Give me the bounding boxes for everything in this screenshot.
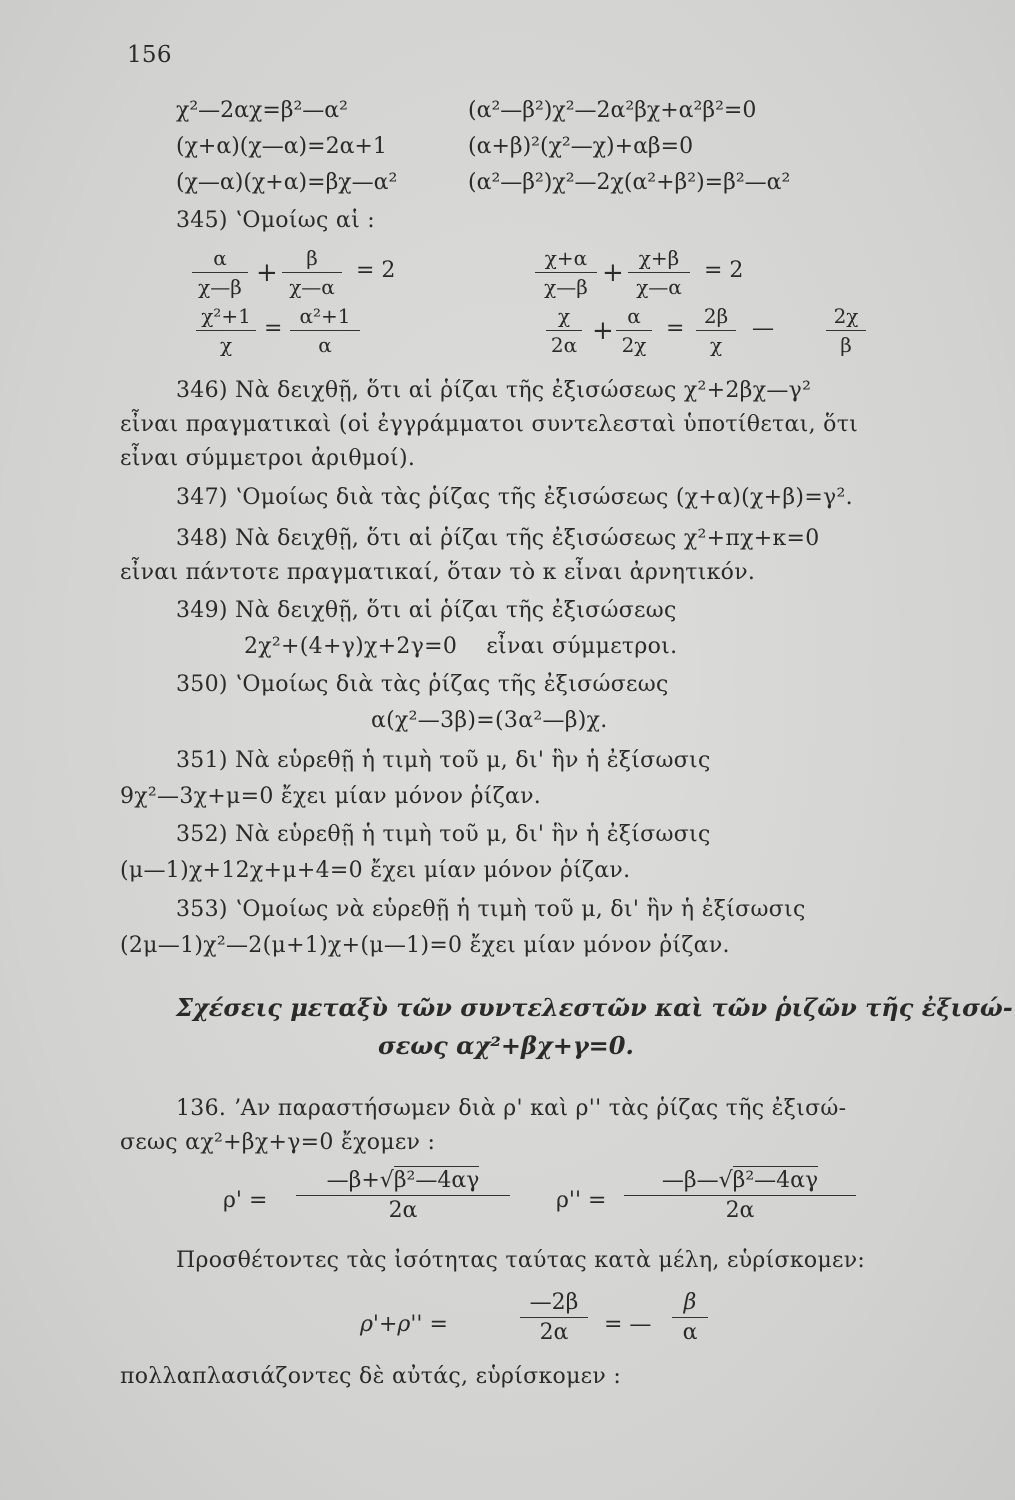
rhs: = 2	[704, 258, 744, 283]
denominator: 2χ	[621, 333, 647, 357]
exercise-352-line-2: (μ—1)χ+12χ+μ+4=0 ἔχει μίαν μόνον ῥίζαν.	[120, 858, 631, 883]
numerator	[624, 1168, 856, 1196]
exercise-352-line-1: 352) Νὰ εὑρεθῇ ἡ τιμὴ τοῦ μ, δι' ἣν ἡ ἐξίσωσις	[176, 822, 711, 847]
denominator: 2α	[550, 333, 578, 357]
exercise-346-line-1: 346) Νὰ δειχθῇ, ὅτι αἱ ῥίζαι τῆς ἐξισώσεως χ²+2βχ—γ²	[176, 378, 812, 403]
exercise-349-line-1: 349) Νὰ δειχθῇ, ὅτι αἱ ῥίζαι τῆς ἐξισώσεως	[176, 598, 677, 623]
sum-lhs: ρ'+ρ'' =	[360, 1312, 448, 1337]
denominator: χ	[219, 333, 233, 357]
numerator: α	[192, 246, 248, 273]
paragraph-addition: Προσθέτοντες τὰς ἰσότητας ταύτας κατὰ μέλη, εὑρίσκομεν:	[176, 1248, 866, 1273]
exercise-350-line-1: 350) ʽΟμοίως διὰ τὰς ῥίζας τῆς ἐξισώσεως	[176, 672, 669, 697]
exercise-351-line-1: 351) Νὰ εὑρεθῇ ἡ τιμὴ τοῦ μ, δι' ἣν ἡ ἐξίσωσις	[176, 748, 711, 773]
fraction	[192, 246, 248, 299]
fraction	[296, 1168, 510, 1223]
denominator: α	[682, 1320, 698, 1345]
root-lhs: ρ'' =	[556, 1188, 607, 1213]
plus-sign: +	[256, 258, 278, 288]
denominator: χ—α	[636, 275, 682, 299]
equation-right-2: (α+β)²(χ²—χ)+αβ=0	[468, 134, 694, 159]
denominator: α	[318, 333, 332, 357]
equation-right-3: (α²—β²)χ²—2χ(α²+β²)=β²—α²	[468, 170, 791, 195]
numerator: χ+β	[628, 246, 690, 273]
denominator: χ—β	[544, 275, 588, 299]
numerator: χ	[546, 304, 582, 331]
exercise-346-line-3: εἶναι σύμμετροι ἀριθμοί).	[120, 446, 416, 471]
exercise-349-line-2: 2χ²+(4+γ)χ+2γ=0 εἶναι σύμμετροι.	[244, 634, 678, 659]
fraction	[290, 304, 360, 357]
numerator: χ+α	[535, 246, 597, 273]
equation-left-2: (χ+α)(χ—α)=2α+1	[176, 134, 387, 159]
fraction	[282, 246, 342, 299]
paragraph-multiplication: πολλαπλασιάζοντες δὲ αὐτάς, εὑρίσκομεν :	[120, 1364, 622, 1389]
exercise-345-label: 345) ʽΟμοίως αἱ :	[176, 208, 376, 233]
exercise-351-line-2: 9χ²—3χ+μ=0 ἔχει μίαν μόνον ῥίζαν.	[120, 784, 542, 809]
section-heading-line-1: Σχέσεις μεταξὺ τῶν συντελεστῶν καὶ τῶν ῥιζῶν τῆς ἐξισώ-	[176, 993, 1013, 1022]
plus-sign: +	[602, 258, 624, 288]
minus-sign: —	[752, 316, 774, 341]
numerator-prefix: —β+√	[326, 1168, 394, 1193]
equation-left-3: (χ—α)(χ+α)=βχ—α²	[176, 170, 398, 195]
numerator: χ²+1	[196, 304, 256, 331]
fraction	[696, 304, 736, 357]
numerator: β	[282, 246, 342, 273]
numerator: β	[672, 1290, 708, 1318]
equals-sign: =	[264, 316, 283, 341]
radicand: β²—4αγ	[732, 1168, 819, 1193]
equals-minus: = —	[604, 1312, 652, 1337]
fraction	[672, 1290, 708, 1345]
equation-left-1: χ²—2αχ=β²—α²	[176, 98, 348, 123]
denominator: 2α	[539, 1320, 569, 1345]
page-number: 156	[127, 42, 172, 68]
numerator: α²+1	[290, 304, 360, 331]
exercise-347: 347) ʽΟμοίως διὰ τὰς ῥίζας τῆς ἐξισώσεως (χ+α)(χ+β)=γ².	[176, 485, 853, 510]
fraction	[628, 246, 690, 299]
numerator: —2β	[520, 1290, 588, 1318]
fraction	[196, 304, 256, 357]
fraction	[546, 304, 582, 357]
section-heading-line-2: σεως αχ²+βχ+γ=0.	[378, 1031, 634, 1060]
exercise-348-line-1: 348) Νὰ δειχθῇ, ὅτι αἱ ῥίζαι τῆς ἐξισώσεως χ²+πχ+κ=0	[176, 526, 820, 551]
exercise-346-line-2: εἶναι πραγματικαὶ (οἱ ἐγγράμματοι συντελεσταὶ ὑποτίθεται, ὅτι	[120, 412, 859, 437]
root-lhs: ρ' =	[223, 1188, 268, 1213]
denominator: 2α	[388, 1198, 418, 1223]
rhs: = 2	[356, 258, 396, 283]
paragraph-136-line-1: 136. ʼΑν παραστήσωμεν διὰ ρ' καὶ ρ'' τὰς ῥίζας τῆς ἐξισώ-	[176, 1096, 847, 1121]
numerator: α	[616, 304, 652, 331]
equals-sign: =	[666, 316, 685, 341]
denominator: 2α	[725, 1198, 755, 1223]
fraction	[624, 1168, 856, 1223]
paragraph-136-line-2: σεως αχ²+βχ+γ=0 ἔχομεν :	[120, 1130, 436, 1155]
denominator: χ—β	[198, 275, 242, 299]
numerator: 2β	[696, 304, 736, 331]
denominator: χ	[709, 333, 723, 357]
exercise-348-line-2: εἶναι πάντοτε πραγματικαί, ὅταν τὸ κ εἶναι ἀρνητικόν.	[120, 560, 756, 585]
denominator: β	[840, 333, 852, 357]
fraction	[826, 304, 866, 357]
fraction	[535, 246, 597, 299]
exercise-353-line-1: 353) ʽΟμοίως νὰ εὑρεθῇ ἡ τιμὴ τοῦ μ, δι' ἣν ἡ ἐξίσωσις	[176, 897, 806, 922]
radicand: β²—4αγ	[393, 1168, 480, 1193]
exercise-353-line-2: (2μ—1)χ²—2(μ+1)χ+(μ—1)=0 ἔχει μίαν μόνον ῥίζαν.	[120, 933, 730, 958]
numerator: 2χ	[826, 304, 866, 331]
plus-sign: +	[592, 316, 614, 346]
numerator	[296, 1168, 510, 1196]
equation-right-1: (α²—β²)χ²—2α²βχ+α²β²=0	[468, 98, 757, 123]
denominator: χ—α	[289, 275, 335, 299]
fraction	[616, 304, 652, 357]
fraction	[520, 1290, 588, 1345]
exercise-350-line-2: α(χ²—3β)=(3α²—β)χ.	[371, 708, 608, 733]
numerator-prefix: —β—√	[661, 1168, 733, 1193]
